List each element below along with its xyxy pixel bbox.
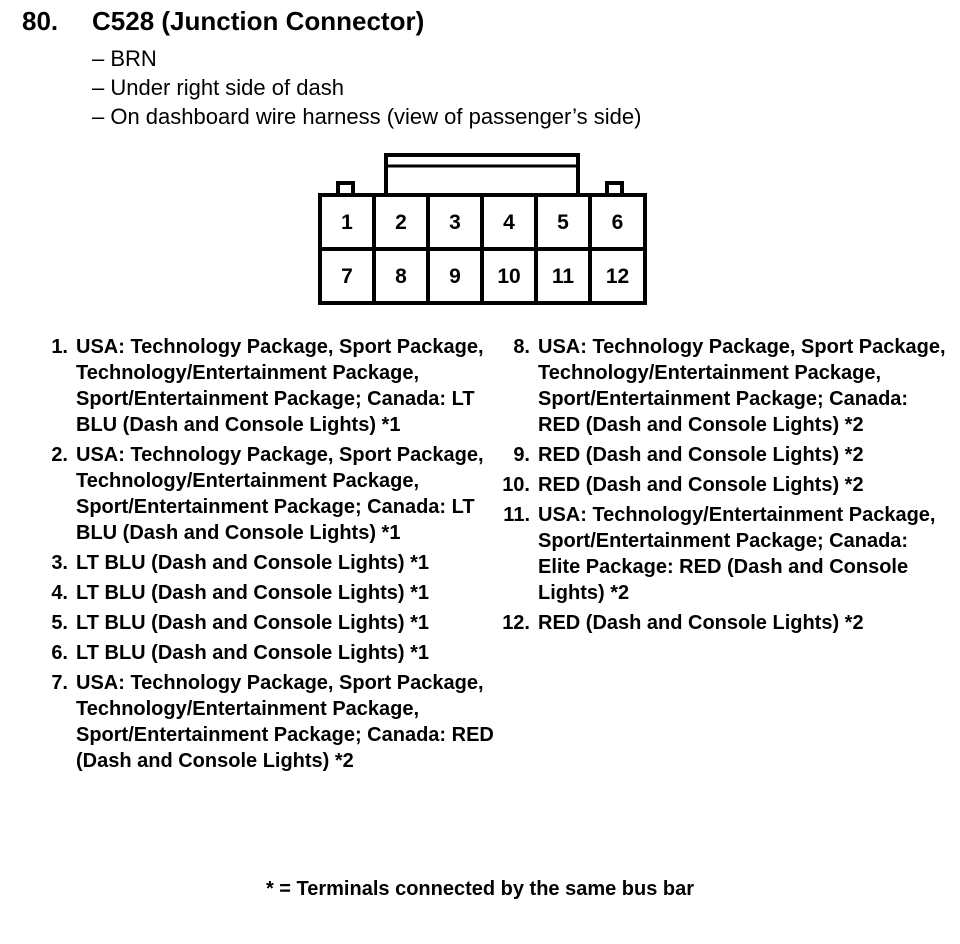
terminal-item [36,334,496,438]
terminal-description: USA: Technology Package, Sport Package, Technology/Entertainment Package, Sport/Entertainment Package; Canada: LT BLU (Dash and Console Lights) *1 [76,444,484,544]
terminal-description: RED (Dash and Console Lights) *2 [538,474,864,496]
pin-label: 5 [557,211,569,234]
terminal-description: RED (Dash and Console Lights) *2 [538,612,864,634]
terminal-number: 6. [51,642,68,664]
terminal-item [498,442,953,468]
pin-label: 6 [611,211,624,234]
terminal-number: 8. [513,336,530,358]
terminal-description: USA: Technology Package, Sport Package, Technology/Entertainment Package, Sport/Entertainment Package; Canada: RED (Dash and Console Lights) *2 [76,672,494,772]
pin-label: 7 [341,265,353,288]
pin-label: 3 [449,211,461,234]
terminal-list-left [36,334,496,778]
terminal-number: 4. [51,582,68,604]
terminal-description: LT BLU (Dash and Console Lights) *1 [76,612,429,634]
pin-label: 10 [497,265,521,288]
terminal-description: USA: Technology Package, Sport Package, Technology/Entertainment Package, Sport/Entertainment Package; Canada: LT BLU (Dash and Console Lights) *1 [76,336,484,436]
terminal-number: 7. [51,672,68,694]
terminal-list-right [498,334,953,640]
terminal-number: 1. [51,336,68,358]
terminal-item [498,472,953,498]
terminal-description: LT BLU (Dash and Console Lights) *1 [76,582,429,604]
pin-label: 12 [605,265,630,288]
terminal-description: USA: Technology/Entertainment Package, Sport/Entertainment Package; Canada: Elite Package: RED (Dash and Console Lights) *2 [538,504,936,604]
connector-diagram [0,0,960,320]
terminal-number: 9. [513,444,530,466]
terminal-description: RED (Dash and Console Lights) *2 [538,444,864,466]
pin-label: 4 [503,211,515,234]
pin-label: 1 [341,211,353,234]
section-number: 80. [22,6,59,36]
pin-label: 11 [551,265,575,288]
pin-label: 9 [449,265,461,288]
terminal-number: 12. [502,612,530,634]
terminal-item [36,550,496,576]
terminal-item [36,442,496,546]
terminal-item [36,640,496,666]
terminal-number: 5. [51,612,68,634]
connector-latch [386,155,578,195]
terminal-item [36,670,496,774]
terminal-item [498,502,953,606]
terminal-item [498,610,953,636]
terminal-description: LT BLU (Dash and Console Lights) *1 [76,642,429,664]
terminal-number: 2. [51,444,68,466]
terminal-description: USA: Technology Package, Sport Package, Technology/Entertainment Package, Sport/Entertainment Package; Canada: RED (Dash and Console Lights) *2 [538,336,946,436]
terminal-item [36,610,496,636]
terminal-number: 11. [503,504,530,526]
bus-bar-footnote: * = Terminals connected by the same bus bar [265,878,695,900]
pin-label: 2 [395,211,407,234]
connector-harness: – On dashboard wire harness (view of passenger’s side) [92,104,642,129]
terminal-item [498,334,953,438]
connector-location: – Under right side of dash [92,75,344,100]
terminal-item [36,580,496,606]
terminal-number: 10. [502,474,530,496]
pin-grid [320,195,645,303]
connector-title: C528 (Junction Connector) [92,6,425,36]
pin-label: 8 [395,265,407,288]
connector-color: – BRN [92,46,157,71]
terminal-number: 3. [51,552,68,574]
terminal-description: LT BLU (Dash and Console Lights) *1 [76,552,429,574]
